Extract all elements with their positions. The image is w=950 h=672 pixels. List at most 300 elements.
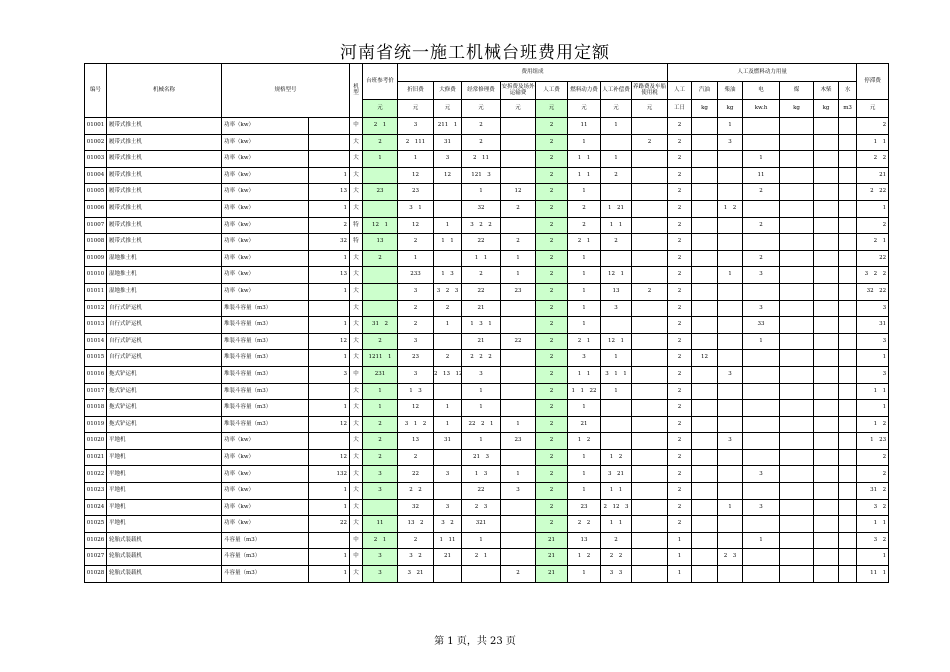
- value-cell: 3: [363, 549, 398, 566]
- value-cell: [780, 134, 814, 151]
- param-cell: 13: [309, 184, 350, 201]
- param-cell: [309, 134, 350, 151]
- value-cell: 3 3: [601, 566, 632, 583]
- value-cell: [692, 449, 718, 466]
- value-cell: 1: [398, 151, 434, 168]
- value-cell: [501, 516, 536, 533]
- value-cell: [743, 118, 780, 135]
- value-cell: [839, 483, 857, 500]
- value-cell: [363, 267, 398, 284]
- value-cell: 2: [857, 118, 889, 135]
- size-cell: 大: [350, 317, 363, 334]
- value-cell: [501, 118, 536, 135]
- value-cell: [632, 167, 668, 184]
- value-cell: 3: [363, 466, 398, 483]
- value-cell: [601, 433, 632, 450]
- value-cell: 2: [536, 499, 568, 516]
- spec-cell: 功率（kw）: [222, 449, 309, 466]
- size-cell: 大: [350, 499, 363, 516]
- value-cell: [839, 250, 857, 267]
- value-cell: 1 1: [568, 167, 601, 184]
- value-cell: 1: [568, 267, 601, 284]
- value-cell: 2: [857, 449, 889, 466]
- value-cell: 1 3: [434, 267, 462, 284]
- value-cell: [814, 532, 839, 549]
- value-cell: 211 1: [434, 118, 462, 135]
- value-cell: 1 11: [434, 532, 462, 549]
- size-cell: 大: [350, 350, 363, 367]
- code-cell: 01025: [85, 516, 107, 533]
- table-row: [85, 134, 889, 151]
- param-cell: 1: [309, 350, 350, 367]
- value-cell: 1 2: [568, 549, 601, 566]
- value-cell: [814, 483, 839, 500]
- value-cell: [718, 416, 743, 433]
- size-cell: 大: [350, 466, 363, 483]
- value-cell: 1 2: [718, 200, 743, 217]
- value-cell: [780, 516, 814, 533]
- value-cell: 2: [363, 134, 398, 151]
- unit-cell: 元: [434, 100, 462, 118]
- value-cell: 2: [632, 283, 668, 300]
- spec-cell: 堆装斗容量（m3）: [222, 350, 309, 367]
- value-cell: [743, 383, 780, 400]
- value-cell: 1: [668, 566, 692, 583]
- header-maintenance: 经常修理费: [462, 82, 501, 100]
- name-cell: 自行式铲运机: [107, 350, 222, 367]
- value-cell: 2: [668, 466, 692, 483]
- value-cell: 2: [668, 433, 692, 450]
- spec-cell: 斗容量（m3）: [222, 532, 309, 549]
- value-cell: 2: [668, 267, 692, 284]
- table-row: [85, 267, 889, 284]
- value-cell: [780, 317, 814, 334]
- param-cell: [309, 433, 350, 450]
- value-cell: 2: [462, 267, 501, 284]
- value-cell: 1: [363, 400, 398, 417]
- value-cell: 1: [501, 466, 536, 483]
- param-cell: 1: [309, 499, 350, 516]
- name-cell: 履带式推土机: [107, 118, 222, 135]
- value-cell: 3: [601, 300, 632, 317]
- value-cell: 2: [668, 200, 692, 217]
- value-cell: 2: [668, 483, 692, 500]
- table-body: [85, 64, 889, 583]
- param-cell: 1: [309, 167, 350, 184]
- code-cell: 01006: [85, 200, 107, 217]
- value-cell: 3: [743, 499, 780, 516]
- value-cell: 2: [363, 333, 398, 350]
- spec-cell: 功率（kw）: [222, 516, 309, 533]
- value-cell: [501, 383, 536, 400]
- value-cell: 2: [743, 217, 780, 234]
- value-cell: [632, 267, 668, 284]
- value-cell: 3: [501, 483, 536, 500]
- value-cell: [814, 400, 839, 417]
- value-cell: [718, 350, 743, 367]
- value-cell: 1 1: [568, 151, 601, 168]
- unit-cell: 元: [857, 100, 889, 118]
- value-cell: [780, 449, 814, 466]
- value-cell: [780, 483, 814, 500]
- value-cell: [780, 118, 814, 135]
- code-cell: 01028: [85, 566, 107, 583]
- value-cell: [632, 549, 668, 566]
- value-cell: 3: [434, 466, 462, 483]
- param-cell: 13: [309, 267, 350, 284]
- value-cell: [718, 516, 743, 533]
- value-cell: [632, 516, 668, 533]
- value-cell: 2: [536, 118, 568, 135]
- value-cell: 23: [398, 350, 434, 367]
- value-cell: [601, 400, 632, 417]
- table-row: [85, 433, 889, 450]
- value-cell: 21: [462, 300, 501, 317]
- value-cell: [780, 466, 814, 483]
- value-cell: [780, 151, 814, 168]
- value-cell: [814, 566, 839, 583]
- code-cell: 01012: [85, 300, 107, 317]
- value-cell: 2 2: [857, 151, 889, 168]
- value-cell: 3: [398, 283, 434, 300]
- value-cell: [692, 483, 718, 500]
- value-cell: 23: [568, 499, 601, 516]
- unit-cell: 工日: [668, 100, 692, 118]
- value-cell: 3 2 2: [857, 267, 889, 284]
- value-cell: 1: [568, 449, 601, 466]
- table-row: [85, 317, 889, 334]
- value-cell: 1 23: [857, 433, 889, 450]
- spec-cell: 功率（kw）: [222, 499, 309, 516]
- name-cell: 平地机: [107, 516, 222, 533]
- spec-cell: 斗容量（m3）: [222, 566, 309, 583]
- value-cell: [743, 350, 780, 367]
- size-cell: 大: [350, 333, 363, 350]
- value-cell: [814, 234, 839, 251]
- name-cell: 平地机: [107, 499, 222, 516]
- value-cell: [718, 234, 743, 251]
- value-cell: [692, 333, 718, 350]
- value-cell: 2: [536, 250, 568, 267]
- value-cell: 3: [857, 366, 889, 383]
- value-cell: 1: [668, 549, 692, 566]
- size-cell: 中: [350, 532, 363, 549]
- name-cell: 拖式铲运机: [107, 400, 222, 417]
- value-cell: 1: [743, 151, 780, 168]
- value-cell: 3: [363, 483, 398, 500]
- value-cell: 2: [536, 366, 568, 383]
- value-cell: 2: [601, 532, 632, 549]
- name-cell: 湿地推土机: [107, 250, 222, 267]
- value-cell: [501, 400, 536, 417]
- value-cell: [814, 250, 839, 267]
- value-cell: 2: [668, 217, 692, 234]
- value-cell: [692, 566, 718, 583]
- table-row: [85, 184, 889, 201]
- name-cell: 履带式推土机: [107, 134, 222, 151]
- value-cell: 2 1: [462, 549, 501, 566]
- unit-cell: 元: [462, 100, 501, 118]
- value-cell: 3: [398, 118, 434, 135]
- value-cell: [718, 167, 743, 184]
- header-worker: 人工: [668, 82, 692, 100]
- value-cell: [780, 200, 814, 217]
- size-cell: 大: [350, 184, 363, 201]
- size-cell: 大: [350, 566, 363, 583]
- code-cell: 01013: [85, 317, 107, 334]
- value-cell: 2: [536, 483, 568, 500]
- table-row: [85, 366, 889, 383]
- param-cell: 1: [309, 483, 350, 500]
- value-cell: 22: [462, 283, 501, 300]
- value-cell: 2: [536, 449, 568, 466]
- size-cell: 中: [350, 118, 363, 135]
- size-cell: 大: [350, 283, 363, 300]
- value-cell: [363, 499, 398, 516]
- value-cell: 22: [857, 250, 889, 267]
- spec-cell: 功率（kw）: [222, 483, 309, 500]
- unit-cell: 元: [601, 100, 632, 118]
- spec-cell: 功率（kw）: [222, 118, 309, 135]
- value-cell: 1: [501, 250, 536, 267]
- value-cell: 31 2: [363, 317, 398, 334]
- code-cell: 01007: [85, 217, 107, 234]
- value-cell: [780, 283, 814, 300]
- value-cell: 1 3: [398, 383, 434, 400]
- value-cell: [692, 466, 718, 483]
- value-cell: 2: [668, 300, 692, 317]
- value-cell: 1: [568, 566, 601, 583]
- value-cell: [814, 217, 839, 234]
- value-cell: 231: [363, 366, 398, 383]
- value-cell: 2: [668, 134, 692, 151]
- value-cell: 1: [434, 217, 462, 234]
- size-cell: 特: [350, 234, 363, 251]
- value-cell: 1: [668, 532, 692, 549]
- value-cell: 2 3: [462, 499, 501, 516]
- value-cell: [814, 383, 839, 400]
- code-cell: 01002: [85, 134, 107, 151]
- value-cell: [780, 499, 814, 516]
- value-cell: 32: [462, 200, 501, 217]
- value-cell: 2 1: [568, 333, 601, 350]
- value-cell: 3: [398, 333, 434, 350]
- spec-cell: 斗容量（m3）: [222, 549, 309, 566]
- value-cell: 21: [434, 549, 462, 566]
- value-cell: [743, 566, 780, 583]
- code-cell: 01009: [85, 250, 107, 267]
- value-cell: 3: [718, 134, 743, 151]
- value-cell: [434, 449, 462, 466]
- value-cell: [814, 134, 839, 151]
- value-cell: 2: [568, 217, 601, 234]
- value-cell: 23: [501, 283, 536, 300]
- value-cell: [632, 217, 668, 234]
- code-cell: 01022: [85, 466, 107, 483]
- value-cell: [839, 532, 857, 549]
- value-cell: [780, 383, 814, 400]
- value-cell: [632, 483, 668, 500]
- unit-cell: kg: [692, 100, 718, 118]
- header-price: 台班参考价: [363, 64, 398, 100]
- table-row: [85, 383, 889, 400]
- value-cell: 2: [668, 317, 692, 334]
- value-cell: 2: [363, 416, 398, 433]
- value-cell: 3: [857, 300, 889, 317]
- value-cell: 1: [857, 400, 889, 417]
- value-cell: 3: [718, 433, 743, 450]
- value-cell: [814, 300, 839, 317]
- value-cell: 21 3: [462, 449, 501, 466]
- unit-cell: 元: [501, 100, 536, 118]
- value-cell: [743, 483, 780, 500]
- value-cell: 2: [536, 383, 568, 400]
- size-cell: 大: [350, 449, 363, 466]
- value-cell: [501, 549, 536, 566]
- value-cell: 32: [398, 499, 434, 516]
- value-cell: [814, 151, 839, 168]
- value-cell: [780, 549, 814, 566]
- value-cell: 1 3 1: [462, 317, 501, 334]
- value-cell: [839, 200, 857, 217]
- value-cell: 1: [743, 532, 780, 549]
- value-cell: [780, 416, 814, 433]
- value-cell: 23: [501, 433, 536, 450]
- header-labor-sub: 人工补偿费: [601, 82, 632, 100]
- name-cell: 湿地推土机: [107, 267, 222, 284]
- value-cell: [814, 366, 839, 383]
- value-cell: [718, 184, 743, 201]
- value-cell: [780, 566, 814, 583]
- table-row: [85, 350, 889, 367]
- value-cell: 2: [536, 300, 568, 317]
- spec-cell: 功率（kw）: [222, 167, 309, 184]
- value-cell: [718, 283, 743, 300]
- value-cell: 2: [668, 333, 692, 350]
- value-cell: [692, 549, 718, 566]
- code-cell: 01023: [85, 483, 107, 500]
- value-cell: [814, 200, 839, 217]
- code-cell: 01015: [85, 350, 107, 367]
- value-cell: [839, 333, 857, 350]
- value-cell: [692, 516, 718, 533]
- value-cell: 1 2: [857, 416, 889, 433]
- header-coal: 煤: [780, 82, 814, 100]
- value-cell: [814, 317, 839, 334]
- param-cell: [309, 532, 350, 549]
- size-cell: 大: [350, 167, 363, 184]
- header-usage-group: 人工及燃料动力用量: [668, 64, 857, 82]
- value-cell: [780, 167, 814, 184]
- value-cell: 2: [398, 532, 434, 549]
- value-cell: [814, 350, 839, 367]
- value-cell: [632, 300, 668, 317]
- unit-cell: kw.h: [743, 100, 780, 118]
- value-cell: 1: [462, 383, 501, 400]
- param-cell: [309, 151, 350, 168]
- value-cell: 3: [398, 366, 434, 383]
- value-cell: 22: [398, 466, 434, 483]
- name-cell: 自行式铲运机: [107, 333, 222, 350]
- value-cell: 2: [536, 234, 568, 251]
- value-cell: 2: [857, 466, 889, 483]
- table-row: [85, 566, 889, 583]
- value-cell: 13 2: [398, 516, 434, 533]
- spec-cell: 堆装斗容量（m3）: [222, 400, 309, 417]
- header-water: 水: [839, 82, 857, 100]
- unit-cell: 元: [632, 100, 668, 118]
- header-code: 编号: [85, 64, 107, 118]
- value-cell: [839, 151, 857, 168]
- table-row: [85, 549, 889, 566]
- value-cell: 21: [568, 416, 601, 433]
- value-cell: [692, 283, 718, 300]
- param-cell: 32: [309, 234, 350, 251]
- value-cell: [839, 217, 857, 234]
- value-cell: [501, 366, 536, 383]
- code-cell: 01010: [85, 267, 107, 284]
- table-row: [85, 449, 889, 466]
- spec-cell: 功率（kw）: [222, 283, 309, 300]
- value-cell: [501, 217, 536, 234]
- value-cell: 1 1: [601, 483, 632, 500]
- value-cell: 1 1: [601, 217, 632, 234]
- value-cell: [780, 184, 814, 201]
- value-cell: [718, 217, 743, 234]
- table-row: [85, 118, 889, 135]
- value-cell: 1: [462, 532, 501, 549]
- value-cell: 1: [601, 151, 632, 168]
- value-cell: [814, 433, 839, 450]
- value-cell: 2: [536, 333, 568, 350]
- value-cell: 2: [536, 184, 568, 201]
- value-cell: 1: [568, 300, 601, 317]
- header-road: 养路费及车船使用税: [632, 82, 668, 100]
- value-cell: 3: [434, 151, 462, 168]
- value-cell: [780, 400, 814, 417]
- header-depreciation: 折旧费: [398, 82, 434, 100]
- name-cell: 拖式铲运机: [107, 366, 222, 383]
- value-cell: [780, 250, 814, 267]
- value-cell: [839, 350, 857, 367]
- value-cell: 1: [743, 333, 780, 350]
- value-cell: 3 21: [398, 566, 434, 583]
- value-cell: 1 1: [434, 234, 462, 251]
- param-cell: [309, 383, 350, 400]
- value-cell: [632, 350, 668, 367]
- table-row: [85, 416, 889, 433]
- table-row: [85, 300, 889, 317]
- value-cell: 2: [462, 134, 501, 151]
- value-cell: 2: [668, 383, 692, 400]
- code-cell: 01008: [85, 234, 107, 251]
- value-cell: [692, 118, 718, 135]
- value-cell: [839, 416, 857, 433]
- unit-cell: 元: [398, 100, 434, 118]
- table-row: [85, 234, 889, 251]
- value-cell: [718, 466, 743, 483]
- name-cell: 履带式推土机: [107, 217, 222, 234]
- value-cell: 2: [601, 234, 632, 251]
- value-cell: [601, 317, 632, 334]
- unit-cell: 元: [363, 100, 398, 118]
- value-cell: 2: [536, 433, 568, 450]
- value-cell: 1: [363, 151, 398, 168]
- value-cell: 2: [536, 200, 568, 217]
- header-idle: 停滞费: [857, 64, 889, 100]
- value-cell: 2: [743, 184, 780, 201]
- value-cell: 1: [568, 317, 601, 334]
